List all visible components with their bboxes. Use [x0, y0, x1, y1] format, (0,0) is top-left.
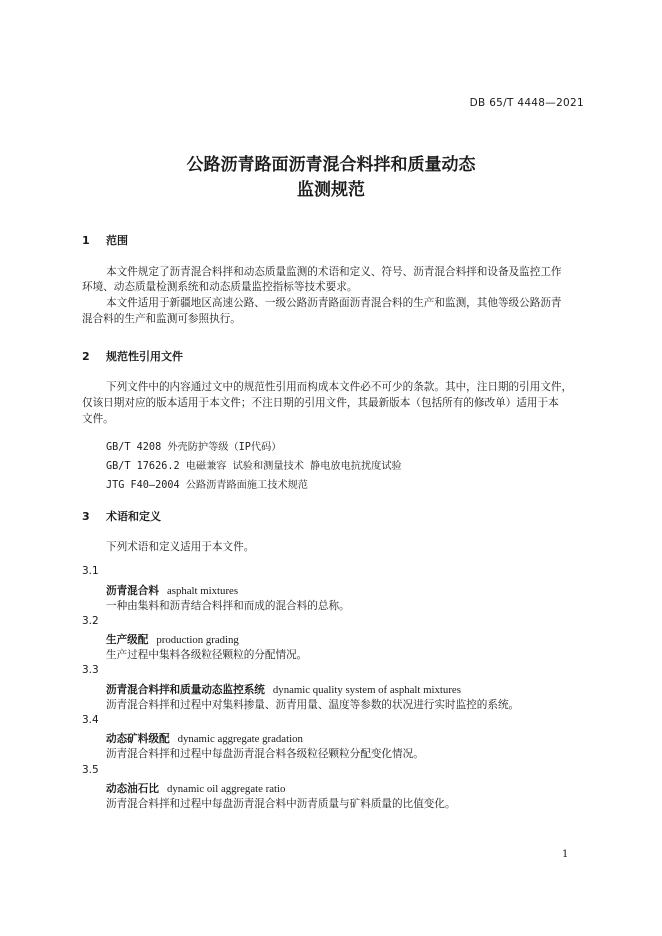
section-number: 3 [82, 510, 90, 523]
section-title: 范围 [106, 234, 128, 247]
paragraph-line: 环境、动态质量检测系统和动态质量监控指标等技术要求。 [82, 281, 358, 293]
term-english: dynamic quality system of asphalt mixtures [272, 684, 461, 696]
term-chinese: 沥青混合料拌和质量动态监控系统 [106, 684, 265, 696]
term-number: 3.1 [82, 565, 99, 577]
section-number: 2 [82, 350, 90, 363]
term-number: 3.3 [82, 664, 99, 676]
paragraph-line: 本文件规定了沥青混合料拌和动态质量监测的术语和定义、符号、沥青混合料拌和设备及监控工作 [106, 266, 562, 278]
section-number: 1 [82, 234, 90, 247]
term-heading [106, 632, 239, 647]
term-definition: 沥青混合料拌和过程中对集料掺量、沥青用量、温度等参数的状况进行实时监控的系统。 [106, 699, 520, 711]
term-english: asphalt mixtures [166, 585, 239, 597]
term-chinese: 动态矿料级配 [106, 733, 170, 745]
paragraph-line: 下列文件中的内容通过文中的规范性引用而构成本文件必不可少的条款。其中，注日期的引用文件， [106, 381, 573, 393]
term-number: 3.2 [82, 615, 99, 627]
paragraph-line: 本文件适用于新疆地区高速公路、一级公路沥青路面沥青混合料的生产和监测，其他等级公路沥青 [106, 297, 562, 309]
term-english: dynamic aggregate gradation [177, 733, 303, 745]
document-title-line-1: 公路沥青路面沥青混合料拌和质量动态 [186, 155, 476, 175]
section-heading [82, 508, 161, 524]
term-chinese: 动态油石比 [106, 783, 159, 795]
section-heading [82, 232, 128, 248]
section-title: 规范性引用文件 [106, 350, 183, 363]
term-number: 3.4 [82, 714, 99, 726]
term-definition: 一种由集料和沥青结合料拌和而成的混合料的总称。 [106, 600, 350, 612]
term-chinese: 沥青混合料 [106, 585, 159, 597]
reference-item: GB/T 17626.2 电磁兼容 试验和测量技术 静电放电抗扰度试验 [106, 461, 402, 472]
paragraph-line: 混合料的生产和监测可参照执行。 [82, 313, 241, 325]
section-heading [82, 348, 183, 364]
term-heading [106, 682, 461, 697]
paragraph-line: 下列术语和定义适用于本文件。 [106, 541, 255, 553]
term-definition: 沥青混合料拌和过程中每盘沥青混合料各级粒径颗粒分配变化情况。 [106, 748, 424, 760]
document-title-line-2: 监测规范 [297, 180, 365, 200]
term-heading [106, 583, 238, 598]
term-english: dynamic oil aggregate ratio [166, 783, 286, 795]
term-definition: 生产过程中集料各级粒径颗粒的分配情况。 [106, 649, 308, 661]
term-english: production grading [156, 634, 239, 646]
term-definition: 沥青混合料拌和过程中每盘沥青混合料中沥青质量与矿料质量的比值变化。 [106, 798, 456, 810]
term-heading [106, 731, 303, 746]
term-heading [106, 781, 285, 796]
reference-item: GB/T 4208 外壳防护等级（IP代码） [106, 442, 282, 453]
section-title: 术语和定义 [106, 510, 161, 523]
page-number: 1 [562, 849, 569, 860]
term-number: 3.5 [82, 764, 99, 776]
reference-item: JTG F40—2004 公路沥青路面施工技术规范 [106, 480, 308, 491]
paragraph-line: 仅该日期对应的版本适用于本文件；不注日期的引用文件，其最新版本（包括所有的修改单）适用于本 [82, 397, 559, 409]
paragraph-line: 文件。 [82, 413, 114, 425]
standard-number: DB 65/T 4448—2021 [469, 97, 584, 109]
term-chinese: 生产级配 [106, 634, 149, 646]
